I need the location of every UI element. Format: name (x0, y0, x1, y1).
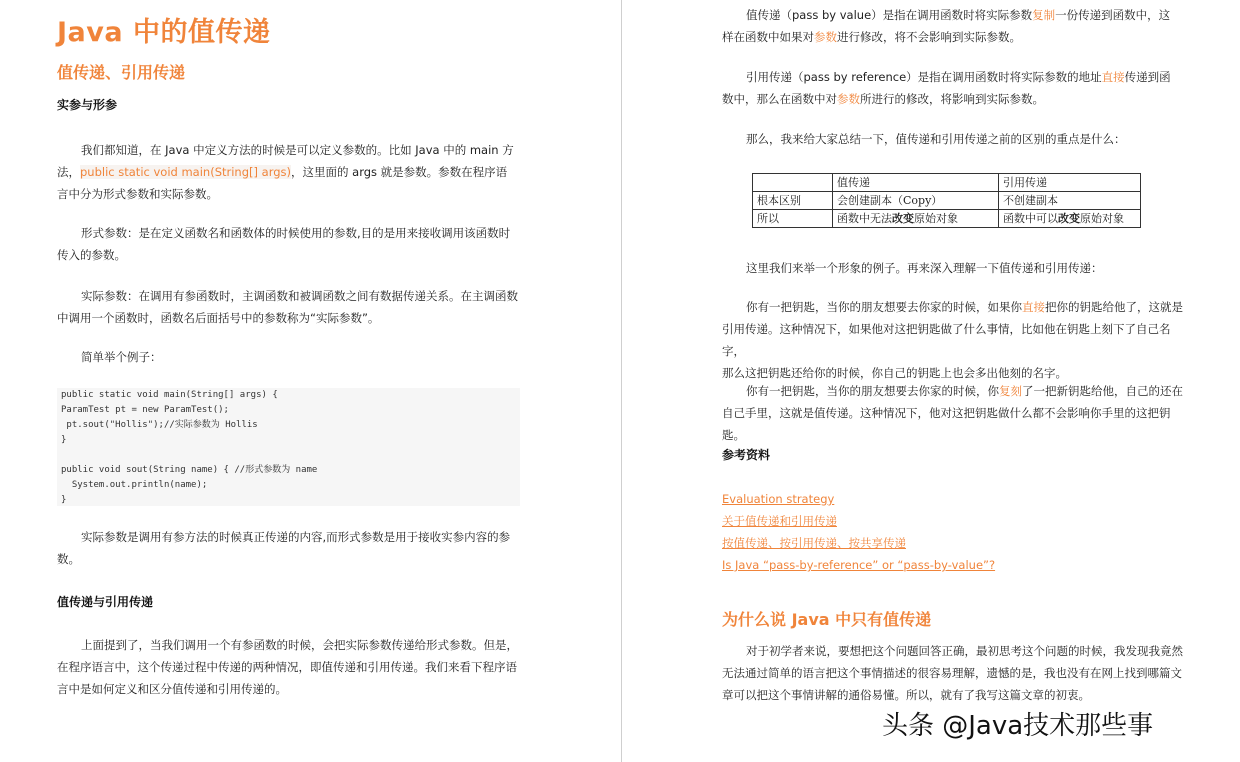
code-line: } (61, 495, 67, 505)
paragraph-key-reference: 你有一把钥匙，当你的朋友想要去你家的时候，如果你直接把你的钥匙给他了，这就是 引用传递。这种情况下，如果他对这把钥匙做了什么事情，比如他在钥匙上刻下了自己名字， 那么这把钥匙还给你的时候，你自己的钥匙上也会多出他刻的名字。 (722, 300, 1183, 380)
comparison-table (752, 173, 1141, 228)
table-header-value: 值传递 (833, 174, 999, 192)
code-line: System.out.println(name); (61, 480, 208, 490)
inline-code-main: public static void main(String[] args) (80, 165, 291, 179)
code-block (57, 388, 520, 506)
references-heading: 参考资料 (722, 448, 771, 462)
paragraph-formal-params: 形式参数：是在定义函数名和函数体的时候使用的参数,目的是用来接收调用该函数时 传入的参数。 (57, 226, 511, 262)
code-line: } (61, 435, 67, 445)
section-heading-value-reference: 值传递、引用传递 (57, 63, 186, 82)
paragraph-example-intro: 简单举个例子： (81, 350, 162, 364)
code-line: pt.sout("Hollis");//实际参数为 Hollis (61, 420, 258, 430)
table-cell: 不创建副本 (999, 192, 1141, 210)
section-heading-why-java-value: 为什么说 Java 中只有值传递 (722, 610, 932, 629)
paragraph-pass-by-reference: 引用传递（pass by reference）是指在调用函数时将实际参数的地址直接传递到函 数中，那么在函数中对参数所进行的修改，将影响到实际参数。 (722, 70, 1171, 106)
paragraph-summary-intro: 那么，我来给大家总结一下，值传递和引用传递之前的区别的重点是什么： (746, 132, 1126, 146)
paragraph-why-intro: 对于初学者来说，要想把这个问题回答正确，最初思考这个问题的时候，我发现我竟然 无法通过简单的语言把这个事情描述的很容易理解，遗憾的是，我也没有在网上找到哪篇文 章可以把这个事情讲解的通俗易懂。所以，就有了我写这篇文章的初衷。 (722, 644, 1183, 702)
reference-links (722, 488, 995, 576)
paragraph-intro: 我们都知道，在 Java 中定义方法的时候是可以定义参数的。比如 Java 中的 main 方 法，public static void main(String[] args)，这里面的 args 就是参数。参数在程序语 言中分为形式参数和实际参数。 (57, 143, 514, 201)
paragraph-key-value: 你有一把钥匙，当你的朋友想要去你家的时候，你复刻了一把新钥匙给他，自己的还在 自己手里，这就是值传递。这种情况下，他对这把钥匙做什么都不会影响你手里的这把钥匙。 (722, 384, 1183, 442)
paragraph-passing-intro: 上面提到了，当我们调用一个有参函数的时候，会把实际参数传递给形式参数。但是， 在程序语言中，这个传递过程中传递的两种情况，即值传递和引用传递。我们来看下程序语 言中是如何定义和区分值传递和引用传递的。 (57, 638, 518, 696)
code-line: public void sout(String name) { //形式参数为 name (61, 465, 318, 475)
code-line: ParamTest pt = new ParamTest(); (61, 405, 229, 415)
paragraph-summary: 实际参数是调用有参方法的时候真正传递的内容,而形式参数是用于接收实参内容的参 数。 (57, 530, 511, 566)
link-is-java-pass-by-reference[interactable]: Is Java “pass-by-reference” or “pass-by-value”? (722, 558, 996, 572)
table-cell: 所以 (753, 210, 833, 228)
subheading-arguments-parameters: 实参与形参 (57, 98, 118, 112)
link-pass-by-sharing[interactable]: 按值传递、按引用传递、按共享传递 (722, 536, 906, 550)
table-cell (753, 174, 833, 192)
subheading-value-vs-reference: 值传递与引用传递 (57, 595, 154, 609)
code-line (61, 448, 520, 463)
table-row (753, 174, 1141, 192)
table-header-reference: 引用传递 (999, 174, 1141, 192)
link-evaluation-strategy[interactable]: Evaluation strategy (722, 492, 835, 506)
paragraph-actual-params: 实际参数：在调用有参函数时，主调函数和被调函数之间有数据传递关系。在主调函数 中调用一个函数时，函数名后面括号中的参数称为“实际参数”。 (57, 289, 518, 325)
table-cell: 函数中可以改变原始对象 (999, 210, 1141, 228)
table-cell: 会创建副本（Copy） (833, 192, 999, 210)
link-value-and-reference[interactable]: 关于值传递和引用传递 (722, 514, 837, 528)
page-title: Java 中的值传递 (57, 17, 271, 48)
watermark: 头条 @Java技术那些事 (882, 711, 1154, 741)
code-line: public static void main(String[] args) { (61, 390, 278, 400)
table-row (753, 192, 1141, 210)
table-cell: 函数中无法改变原始对象 (833, 210, 999, 228)
paragraph-example-intro-right: 这里我们来举一个形象的例子。再来深入理解一下值传递和引用传递： (746, 261, 1103, 275)
table-cell: 根本区别 (753, 192, 833, 210)
paragraph-pass-by-value: 值传递（pass by value）是指在调用函数时将实际参数复制一份传递到函数中，这 样在函数中如果对参数进行修改，将不会影响到实际参数。 (722, 8, 1171, 44)
table-row (753, 210, 1141, 228)
page-divider (621, 0, 622, 762)
